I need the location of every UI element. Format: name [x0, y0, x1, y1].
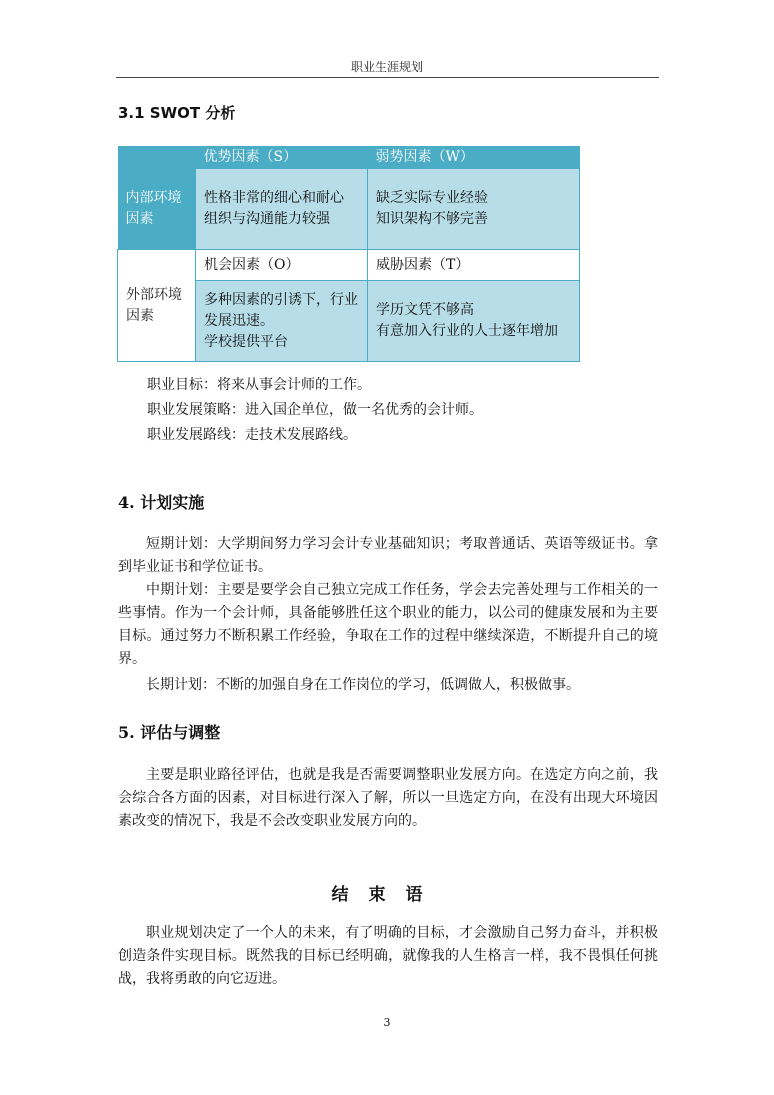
- career-route: 职业发展路线：走技术发展路线。: [147, 427, 357, 443]
- long-term-plan: 长期计划：不断的加强自身在工作岗位的学习，低调做人，积极做事。: [146, 677, 580, 693]
- running-header: 职业生涯规划: [350, 60, 423, 74]
- page-number: 3: [383, 1016, 391, 1029]
- threats-item-2: 有意加入行业的人士逐年增加: [376, 323, 558, 339]
- threats-cell: [368, 281, 580, 362]
- evaluation-paragraph: 主要是职业路径评估，也就是我是否需要调整职业发展方向。在选定方向之前，我会综合各方面的因素，对目标进行深入了解，所以一旦选定方向，在没有出现大环境因素改变的情况下，我是不会改变职业发展方向的。: [118, 767, 658, 829]
- section-4-title: 4. 计划实施: [118, 493, 205, 512]
- external-label: 外部环境因素: [118, 250, 196, 362]
- weaknesses-cell: [368, 169, 580, 250]
- section-3-1-title: 3.1 SWOT 分析: [118, 104, 236, 122]
- swot-header-row: [118, 146, 580, 169]
- swot-corner-cell: [118, 146, 196, 169]
- opportunities-cell: [196, 281, 368, 362]
- section-5-title: 5. 评估与调整: [118, 723, 221, 742]
- weaknesses-item-1: 缺乏实际专业经验: [376, 190, 488, 206]
- weaknesses-heading: 弱势因素（W）: [368, 146, 580, 169]
- weaknesses-item-2: 知识架构不够完善: [376, 211, 488, 227]
- strengths-item-2: 组织与沟通能力较强: [204, 211, 330, 227]
- external-header-row: [118, 250, 580, 281]
- conclusion-paragraph: 职业规划决定了一个人的未来，有了明确的目标，才会激励自己努力奋斗，并积极创造条件实现目标。既然我的目标已经明确，就像我的人生格言一样，我不畏惧任何挑战，我将勇敢的向它迈进。: [118, 925, 658, 987]
- swot-table: [117, 146, 580, 362]
- strengths-cell: [196, 169, 368, 250]
- short-term-plan: 短期计划：大学期间努力学习会计专业基础知识；考取普通话、英语等级证书。拿到毕业证书和学位证书。: [118, 536, 658, 575]
- opportunities-item-2: 学校提供平台: [204, 333, 288, 350]
- internal-label: 内部环境因素: [118, 169, 196, 250]
- opportunities-heading: 机会因素（O）: [196, 250, 368, 281]
- internal-row: [118, 169, 580, 250]
- mid-term-plan: 中期计划：主要是要学会自己独立完成工作任务，学会去完善处理与工作相关的一些事情。作为一个会计师，具备能够胜任这个职业的能力，以公司的健康发展和为主要目标。通过努力不断积累工作经验，争取在工作的过程中继续深造，不断提升自己的境界。: [118, 582, 658, 667]
- threats-item-1: 学历文凭不够高: [376, 302, 474, 318]
- opportunities-item-1: 多种因素的引诱下，行业发展迅速。: [204, 291, 358, 329]
- threats-heading: 威胁因素（T）: [368, 250, 580, 281]
- strengths-item-1: 性格非常的细心和耐心: [204, 190, 344, 206]
- conclusion-title: 结束语: [331, 885, 443, 905]
- strengths-heading: 优势因素（S）: [196, 146, 368, 169]
- career-strategy: 职业发展策略：进入国企单位，做一名优秀的会计师。: [147, 402, 483, 418]
- career-goal: 职业目标：将来从事会计师的工作。: [147, 377, 371, 393]
- header-rule: [116, 77, 659, 78]
